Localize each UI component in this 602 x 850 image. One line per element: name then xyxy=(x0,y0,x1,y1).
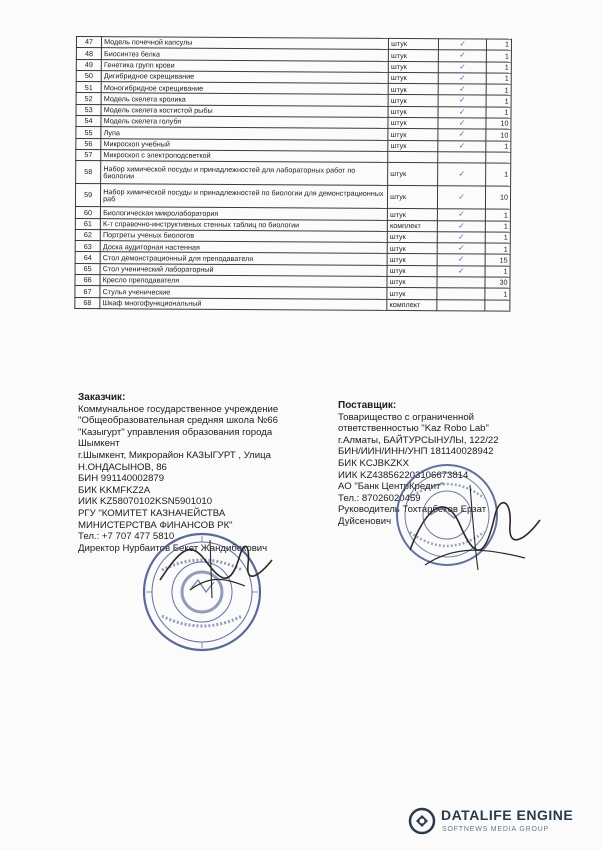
row-number: 60 xyxy=(75,207,100,218)
check-mark: ✓ xyxy=(438,209,485,221)
item-unit: штук xyxy=(388,61,438,73)
supplier-line: АО "Банк ЦентрКредит" xyxy=(338,481,444,493)
logo-subtitle: SOFTNEWS MEDIA GROUP xyxy=(442,826,550,833)
table-row xyxy=(76,161,511,187)
item-name: Модель скелета костистой рыбы xyxy=(101,104,388,117)
row-number: 55 xyxy=(76,127,101,138)
item-unit: штук xyxy=(388,209,438,221)
check-mark: ✓ xyxy=(439,39,486,51)
item-quantity: 15 xyxy=(485,254,510,265)
check-mark xyxy=(438,152,485,164)
item-quantity: 1 xyxy=(486,141,511,152)
customer-line: Н.ОНДАСЫНОВ, 86 xyxy=(78,461,167,473)
row-number: 53 xyxy=(76,104,101,115)
supplier-line: Товарищество с ограниченной xyxy=(338,411,475,423)
item-name: Шкаф многофункциональный xyxy=(100,297,387,310)
row-number: 49 xyxy=(76,59,101,70)
item-unit: комплект xyxy=(387,299,437,311)
row-number: 63 xyxy=(75,241,100,252)
row-number: 50 xyxy=(76,70,101,81)
row-number: 51 xyxy=(76,82,101,93)
item-name: Дигибридное скрещивание xyxy=(101,71,388,84)
customer-signature xyxy=(150,520,280,610)
check-mark: ✓ xyxy=(439,50,486,62)
check-mark: ✓ xyxy=(438,265,485,277)
item-name: Моногибридное скрещивание xyxy=(101,82,388,95)
item-unit: штук xyxy=(387,243,437,255)
item-unit: штук xyxy=(388,106,438,118)
supplier-line: ответственностью "Kaz Robo Lab" xyxy=(338,423,489,435)
check-mark: ✓ xyxy=(438,243,485,255)
item-name: Биосинтез белка xyxy=(102,48,389,61)
check-mark xyxy=(437,299,484,311)
item-unit: штук xyxy=(388,186,438,209)
item-quantity xyxy=(486,152,511,163)
item-quantity: 1 xyxy=(486,39,511,50)
item-name: Стол ученический лабораторный xyxy=(100,263,387,276)
item-name: Набор химической посуды и принадлежностей для лабораторных работ по биологии xyxy=(101,161,388,186)
customer-line: ИИК KZ58070102KSN5901010 xyxy=(78,496,213,508)
row-number: 66 xyxy=(75,275,100,286)
item-unit: штук xyxy=(387,254,437,266)
item-unit: штук xyxy=(388,117,438,129)
item-name: К-т справочно-инструктивных стенных таблиц по биологии xyxy=(100,218,387,231)
item-unit: штук xyxy=(387,288,437,300)
row-number: 54 xyxy=(76,116,101,127)
row-number: 61 xyxy=(75,218,100,229)
item-quantity xyxy=(485,300,510,311)
row-number: 56 xyxy=(76,138,101,149)
item-quantity: 1 xyxy=(486,84,511,95)
item-name: Стол демонстрационный для преподавателя xyxy=(100,252,387,265)
customer-line: Директор Нурбаитов Бекет Жандибекович xyxy=(78,542,268,554)
supplier-line: БИН/ИИН/ИНН/УНП 181140028942 xyxy=(338,446,494,458)
item-name: Стулья ученические xyxy=(100,286,387,299)
check-mark: ✓ xyxy=(439,84,486,96)
item-quantity: 1 xyxy=(486,107,511,118)
item-name: Генетика групп крови xyxy=(101,59,388,72)
item-unit xyxy=(388,151,438,163)
check-mark: ✓ xyxy=(438,140,485,152)
item-name: Набор химической посуды и принадлежностей по биологии для демонстрационных раб xyxy=(101,184,388,209)
item-quantity: 1 xyxy=(486,50,511,61)
datalife-logo-icon xyxy=(408,807,436,835)
customer-line: Коммунальное государственное учреждение xyxy=(78,403,279,415)
row-number: 59 xyxy=(75,184,100,207)
item-name: Кресло преподавателя xyxy=(100,275,387,288)
item-name: Модель скелета голубя xyxy=(101,116,388,129)
item-quantity: 30 xyxy=(485,277,510,288)
item-quantity: 10 xyxy=(485,186,510,209)
item-unit: штук xyxy=(387,265,437,277)
supplier-heading: Поставщик: xyxy=(338,400,397,411)
customer-line: Тел.: +7 707 477 5810 xyxy=(78,531,175,543)
item-unit: комплект xyxy=(387,220,437,232)
item-name: Доска аудиторная настенная xyxy=(100,241,387,254)
item-name: Микроскоп учебный xyxy=(101,138,388,151)
customer-line: БИН 991140002879 xyxy=(78,473,165,485)
item-unit: штук xyxy=(388,129,438,141)
check-mark: ✓ xyxy=(439,61,486,73)
item-unit: штук xyxy=(388,95,438,107)
item-name: Микроскоп с электроподсветкой xyxy=(101,150,388,163)
item-unit: штук xyxy=(389,38,439,50)
customer-heading: Заказчик: xyxy=(78,392,126,403)
item-quantity: 1 xyxy=(485,266,510,277)
check-mark: ✓ xyxy=(438,232,485,244)
row-number: 52 xyxy=(76,93,101,104)
item-unit: штук xyxy=(388,50,438,62)
check-mark: ✓ xyxy=(438,220,485,232)
item-name: Модель почечной капсулы xyxy=(102,37,389,50)
supplier-line: ИИК KZ438562203106673814 xyxy=(338,469,469,481)
supplier-line: г.Алматы, БАЙТУРСЫНУЛЫ, 122/22 xyxy=(338,434,499,446)
item-quantity: 1 xyxy=(485,232,510,243)
customer-line: "Общеобразовательная средняя школа №66 xyxy=(78,415,278,427)
item-unit: штук xyxy=(388,84,438,96)
check-mark: ✓ xyxy=(438,254,485,266)
row-number: 57 xyxy=(76,149,101,160)
item-quantity: 1 xyxy=(485,221,510,232)
supplier-line: Тел.: 87026020459 xyxy=(338,492,421,504)
item-name: Биологическая микролаборатория xyxy=(101,207,388,220)
row-number: 47 xyxy=(76,37,101,48)
item-name: Модель скелета кролика xyxy=(101,93,388,106)
item-unit: штук xyxy=(388,163,438,186)
item-quantity: 1 xyxy=(486,73,511,84)
item-quantity: 1 xyxy=(485,209,510,220)
supplier-line: БИК KCJBKZKX xyxy=(338,457,410,469)
row-number: 68 xyxy=(75,297,100,308)
supplier-signature xyxy=(400,470,550,580)
table-row xyxy=(75,297,510,311)
item-unit: штук xyxy=(387,231,437,243)
item-quantity: 1 xyxy=(486,62,511,73)
check-mark: ✓ xyxy=(439,73,486,85)
row-number: 48 xyxy=(76,48,101,59)
item-quantity: 10 xyxy=(486,118,511,129)
item-name: Портреты ученых биологов xyxy=(100,230,387,243)
row-number: 67 xyxy=(75,286,100,297)
datalife-logo xyxy=(408,805,588,839)
check-mark: ✓ xyxy=(438,129,485,141)
item-quantity: 10 xyxy=(486,129,511,140)
customer-line: БИК KKMFKZ2A xyxy=(78,484,151,496)
item-unit: штук xyxy=(387,276,437,288)
customer-line: МИНИСТЕРСТВА ФИНАНСОВ РК" xyxy=(78,519,233,531)
customer-line: г.Шымкент, Микрорайон КАЗЫГУРТ , Улица xyxy=(78,449,271,461)
customer-line: Шымкент xyxy=(78,438,120,450)
row-number: 64 xyxy=(75,252,100,263)
check-mark: ✓ xyxy=(439,95,486,107)
customer-line: "Казыгурт" управления образования города xyxy=(78,426,273,438)
row-number: 65 xyxy=(75,263,100,274)
row-number: 58 xyxy=(76,161,101,184)
item-unit: штук xyxy=(388,72,438,84)
item-quantity: 1 xyxy=(485,288,510,299)
check-mark: ✓ xyxy=(438,163,485,186)
check-mark: ✓ xyxy=(438,118,485,130)
supplier-line: Руководитель Тохтарбеков Ерзат xyxy=(338,504,487,516)
check-mark xyxy=(437,277,484,289)
item-quantity: 1 xyxy=(485,163,510,186)
customer-line: РГУ "КОМИТЕТ КАЗНАЧЕЙСТВА xyxy=(78,507,226,519)
table-row xyxy=(75,184,510,210)
row-number: 62 xyxy=(75,229,100,240)
items-table xyxy=(74,36,512,312)
item-quantity: 1 xyxy=(485,243,510,254)
logo-title: DATALIFE ENGINE xyxy=(441,807,574,823)
item-quantity: 1 xyxy=(486,95,511,106)
check-mark: ✓ xyxy=(438,106,485,118)
check-mark: ✓ xyxy=(438,186,485,209)
supplier-line: Дуйсенович xyxy=(338,515,392,527)
item-name: Лупа xyxy=(101,127,388,140)
item-unit: штук xyxy=(388,140,438,152)
check-mark xyxy=(437,288,484,300)
